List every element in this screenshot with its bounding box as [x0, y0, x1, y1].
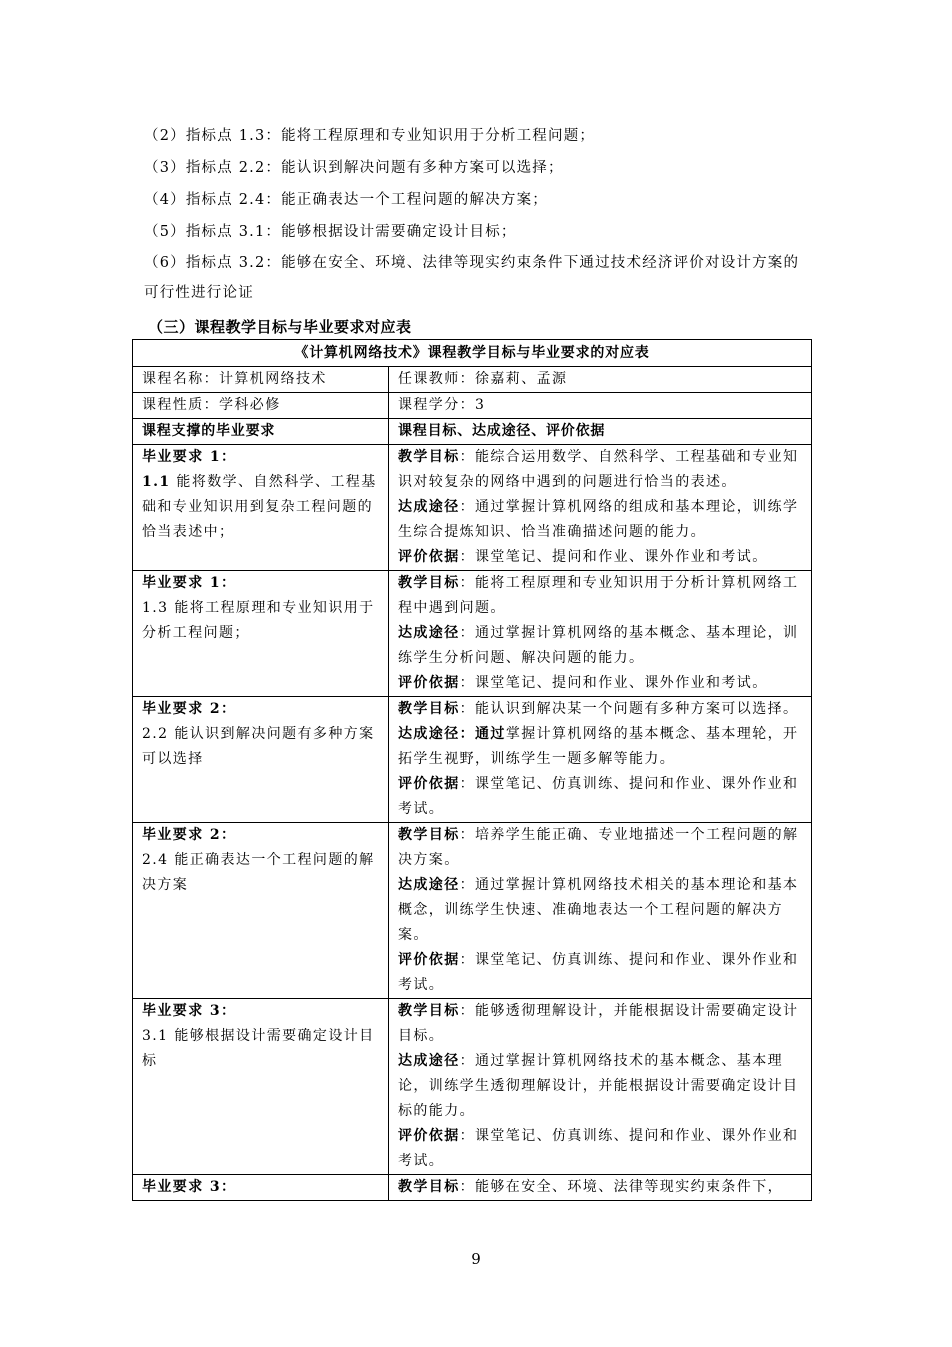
- goal-label: 教学目标: [398, 449, 460, 465]
- goal-text: ：能将工程原理和专业知识用于分析计算机网络工程中遇到问题。: [398, 575, 799, 616]
- goal-text: ：能够在安全、环境、法律等现实约束条件下，: [459, 1179, 784, 1195]
- requirement-number: 2.2: [142, 726, 169, 742]
- requirement-number: 1.3: [142, 600, 169, 616]
- evaluation-basis: [398, 1124, 805, 1174]
- path-label: 达成途径：通过: [398, 726, 506, 742]
- requirement-cell: [133, 571, 389, 697]
- objective-cell: [389, 445, 812, 571]
- table-header-row: [133, 419, 812, 445]
- achievement-path: [398, 1049, 805, 1124]
- indicator-item: （5）指标点 3.1：能够根据设计需要确定设计目标；: [144, 224, 517, 240]
- path-text: ：通过掌握计算机网络的基本概念、基本理论，训练学生分析问题、解决问题的能力。: [398, 625, 799, 666]
- indicator-item: （2）指标点 1.3：能将工程原理和专业知识用于分析工程问题；: [144, 128, 596, 144]
- table-row: [133, 823, 812, 999]
- table-row: [133, 571, 812, 697]
- achievement-path: [398, 621, 805, 671]
- eval-label: 评价依据: [398, 1128, 460, 1144]
- teaching-goal: [398, 999, 805, 1049]
- requirement-title: 毕业要求 1：: [142, 449, 237, 465]
- eval-text: ：课堂笔记、仿真训练、提问和作业、课外作业和考试。: [398, 776, 799, 817]
- indicator-item: （6）指标点 3.2：能够在安全、环境、法律等现实约束条件下通过技术经济评价对设计方案的可行性进行论证: [144, 255, 800, 301]
- eval-text: ：课堂笔记、仿真训练、提问和作业、课外作业和考试。: [398, 1128, 799, 1169]
- teaching-goal: [398, 1175, 805, 1200]
- requirement-text: [142, 596, 382, 646]
- requirement-description: 能正确表达一个工程问题的解决方案: [142, 852, 375, 893]
- header-right: 课程目标、达成途径、评价依据: [389, 419, 812, 445]
- requirement-description: 能够根据设计需要确定设计目标: [142, 1028, 375, 1069]
- evaluation-basis: [398, 772, 805, 822]
- requirement-title: 毕业要求 3：: [142, 1179, 237, 1195]
- table-row: [133, 1175, 812, 1201]
- requirement-title: 毕业要求 1：: [142, 575, 237, 591]
- path-text: 掌握计算机网络的基本概念、基本理轮，开拓学生视野，训练学生一题多解等能力。: [398, 726, 799, 767]
- goal-text: ：能综合运用数学、自然科学、工程基础和专业知识对较复杂的网络中遇到的问题进行恰当的表述。: [398, 449, 799, 490]
- section-title: （三）课程教学目标与毕业要求对应表: [148, 318, 412, 336]
- requirement-text: [142, 470, 382, 545]
- header-left: 课程支撑的毕业要求: [133, 419, 389, 445]
- objective-cell: [389, 697, 812, 823]
- goal-label: 教学目标: [398, 1003, 460, 1019]
- path-label: 达成途径: [398, 1053, 460, 1069]
- eval-text: ：课堂笔记、提问和作业、课外作业和考试。: [459, 549, 768, 565]
- table-row: [133, 697, 812, 823]
- requirement-number: 1.1: [142, 474, 171, 490]
- requirement-text: [142, 848, 382, 898]
- indicator-item: （4）指标点 2.4：能正确表达一个工程问题的解决方案；: [144, 192, 548, 208]
- teaching-goal: [398, 445, 805, 495]
- requirement-title: 毕业要求 3：: [142, 1003, 237, 1019]
- objective-cell: [389, 571, 812, 697]
- path-text: ：通过掌握计算机网络技术的基本概念、基本理论，训练学生透彻理解设计，并能根据设计需要确定设计目标的能力。: [398, 1053, 799, 1119]
- goal-label: 教学目标: [398, 1179, 460, 1195]
- page-number: 9: [471, 1250, 481, 1268]
- requirement-cell: [133, 697, 389, 823]
- path-label: 达成途径: [398, 499, 460, 515]
- requirement-cell: [133, 445, 389, 571]
- goal-label: 教学目标: [398, 575, 460, 591]
- credits-cell: 课程学分：3: [389, 393, 812, 419]
- evaluation-basis: [398, 948, 805, 998]
- goal-text: ：培养学生能正确、专业地描述一个工程问题的解决方案。: [398, 827, 799, 868]
- goal-text: ：能够透彻理解设计，并能根据设计需要确定设计目标。: [398, 1003, 799, 1044]
- table-title-row: [133, 340, 812, 367]
- table-row: [133, 445, 812, 571]
- course-nature-cell: 课程性质：学科必修: [133, 393, 389, 419]
- goal-label: 教学目标: [398, 701, 460, 717]
- path-text: ：通过掌握计算机网络的组成和基本理论，训练学生综合提炼知识、恰当准确描述问题的能力。: [398, 499, 799, 540]
- path-label: 达成途径: [398, 625, 460, 641]
- table-row: [133, 999, 812, 1175]
- table-title: 《计算机网络技术》课程教学目标与毕业要求的对应表: [133, 340, 812, 367]
- teaching-goal: [398, 823, 805, 873]
- indicator-item: （3）指标点 2.2：能认识到解决问题有多种方案可以选择；: [144, 160, 564, 176]
- requirement-title: 毕业要求 2：: [142, 827, 237, 843]
- objective-cell: [389, 823, 812, 999]
- teacher-cell: 任课教师：徐嘉莉、孟源: [389, 367, 812, 393]
- requirement-cell: [133, 999, 389, 1175]
- path-label: 达成途径: [398, 877, 460, 893]
- indicator-list: [144, 120, 812, 308]
- evaluation-basis: [398, 671, 805, 696]
- requirement-description: 能将数学、自然科学、工程基础和专业知识用到复杂工程问题的恰当表述中；: [142, 474, 377, 540]
- requirement-cell: [133, 1175, 389, 1201]
- achievement-path: [398, 495, 805, 545]
- requirement-number: 3.1: [142, 1028, 169, 1044]
- eval-label: 评价依据: [398, 675, 460, 691]
- eval-label: 评价依据: [398, 776, 460, 792]
- requirement-title: 毕业要求 2：: [142, 701, 237, 717]
- table-info-row: [133, 393, 812, 419]
- requirement-description: 能认识到解决问题有多种方案可以选择: [142, 726, 375, 767]
- teaching-goal: [398, 571, 805, 621]
- teaching-goal: [398, 697, 805, 722]
- requirement-number: 2.4: [142, 852, 169, 868]
- achievement-path: [398, 722, 805, 772]
- eval-text: ：课堂笔记、仿真训练、提问和作业、课外作业和考试。: [398, 952, 799, 993]
- requirement-description: 能将工程原理和专业知识用于分析工程问题；: [142, 600, 375, 641]
- requirement-cell: [133, 823, 389, 999]
- course-name-cell: 课程名称：计算机网络技术: [133, 367, 389, 393]
- path-text: ：通过掌握计算机网络技术相关的基本理论和基本概念，训练学生快速、准确地表达一个工程问题的解决方案。: [398, 877, 799, 943]
- evaluation-basis: [398, 545, 805, 570]
- eval-label: 评价依据: [398, 952, 460, 968]
- requirement-text: [142, 722, 382, 772]
- table-info-row: [133, 367, 812, 393]
- requirement-text: [142, 1024, 382, 1074]
- goal-label: 教学目标: [398, 827, 460, 843]
- objective-cell: [389, 1175, 812, 1201]
- eval-label: 评价依据: [398, 549, 460, 565]
- eval-text: ：课堂笔记、提问和作业、课外作业和考试。: [459, 675, 768, 691]
- achievement-path: [398, 873, 805, 948]
- objective-cell: [389, 999, 812, 1175]
- mapping-table: [132, 339, 812, 1201]
- goal-text: ：能认识到解决某一个问题有多种方案可以选择。: [459, 701, 799, 717]
